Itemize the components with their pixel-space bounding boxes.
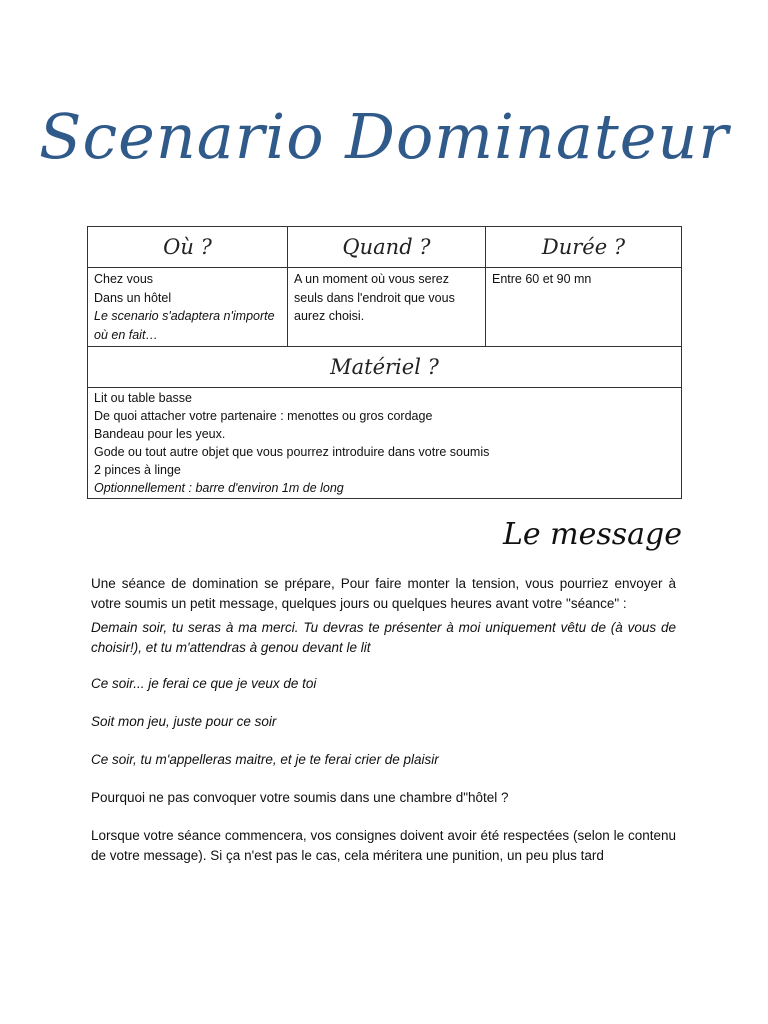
hotel-paragraph: Pourquoi ne pas convoquer votre soumis dans une chambre d"hôtel ?	[91, 790, 509, 805]
message-example: Ce soir... je ferai ce que je veux de toi	[91, 676, 317, 691]
cell-duree: Entre 60 et 90 mn	[486, 268, 682, 347]
ou-line: Dans un hôtel	[94, 290, 172, 305]
closing-paragraph: Lorsque votre séance commencera, vos consignes doivent avoir été respectées (selon le contenu de votre message). Si ça n'est pas le cas, cela méritera une punition, un peu plus tard	[91, 828, 676, 863]
header-quand: Quand ?	[288, 227, 486, 268]
cell-ou	[88, 268, 288, 347]
materiel-item: Gode ou tout autre objet que vous pourrez introduire dans votre soumis	[94, 445, 490, 459]
message-example: Ce soir, tu m'appelleras maitre, et je te ferai crier de plaisir	[91, 752, 439, 767]
materiel-item: Lit ou table basse	[94, 391, 192, 405]
table-header-row	[88, 227, 682, 268]
scenario-table	[87, 226, 682, 499]
ou-note: Le scenario s'adaptera n'importe où en fait…	[94, 309, 275, 342]
cell-quand: A un moment où vous serez seuls dans l'endroit que vous aurez choisi.	[288, 268, 486, 347]
page-title: Scenario Dominateur	[38, 100, 729, 173]
materiel-optional: Optionnellement : barre d'environ 1m de long	[94, 481, 344, 495]
header-duree: Durée ?	[486, 227, 682, 268]
header-materiel: Matériel ?	[88, 347, 682, 388]
ou-line: Chez vous	[94, 272, 154, 286]
materiel-header-row	[88, 347, 682, 388]
message-example: Demain soir, tu seras à ma merci. Tu devras te présenter à moi uniquement vêtu de (à vous de choisir!), et tu m'attendras à genou devant le lit	[91, 620, 676, 655]
materiel-item: 2 pinces à linge	[94, 463, 181, 477]
materiel-row	[88, 388, 682, 499]
intro-paragraph: Une séance de domination se prépare, Pour faire monter la tension, vous pourriez envoyer à votre soumis un petit message, quelques jours ou quelques heures avant votre "séance" :	[91, 576, 676, 611]
header-ou: Où ?	[88, 227, 288, 268]
cell-materiel	[88, 388, 682, 499]
section-title-message: Le message	[502, 517, 682, 552]
materiel-item: De quoi attacher votre partenaire : menottes ou gros cordage	[94, 409, 433, 423]
table-row	[88, 268, 682, 347]
message-example: Soit mon jeu, juste pour ce soir	[91, 714, 277, 729]
materiel-item: Bandeau pour les yeux.	[94, 427, 226, 441]
